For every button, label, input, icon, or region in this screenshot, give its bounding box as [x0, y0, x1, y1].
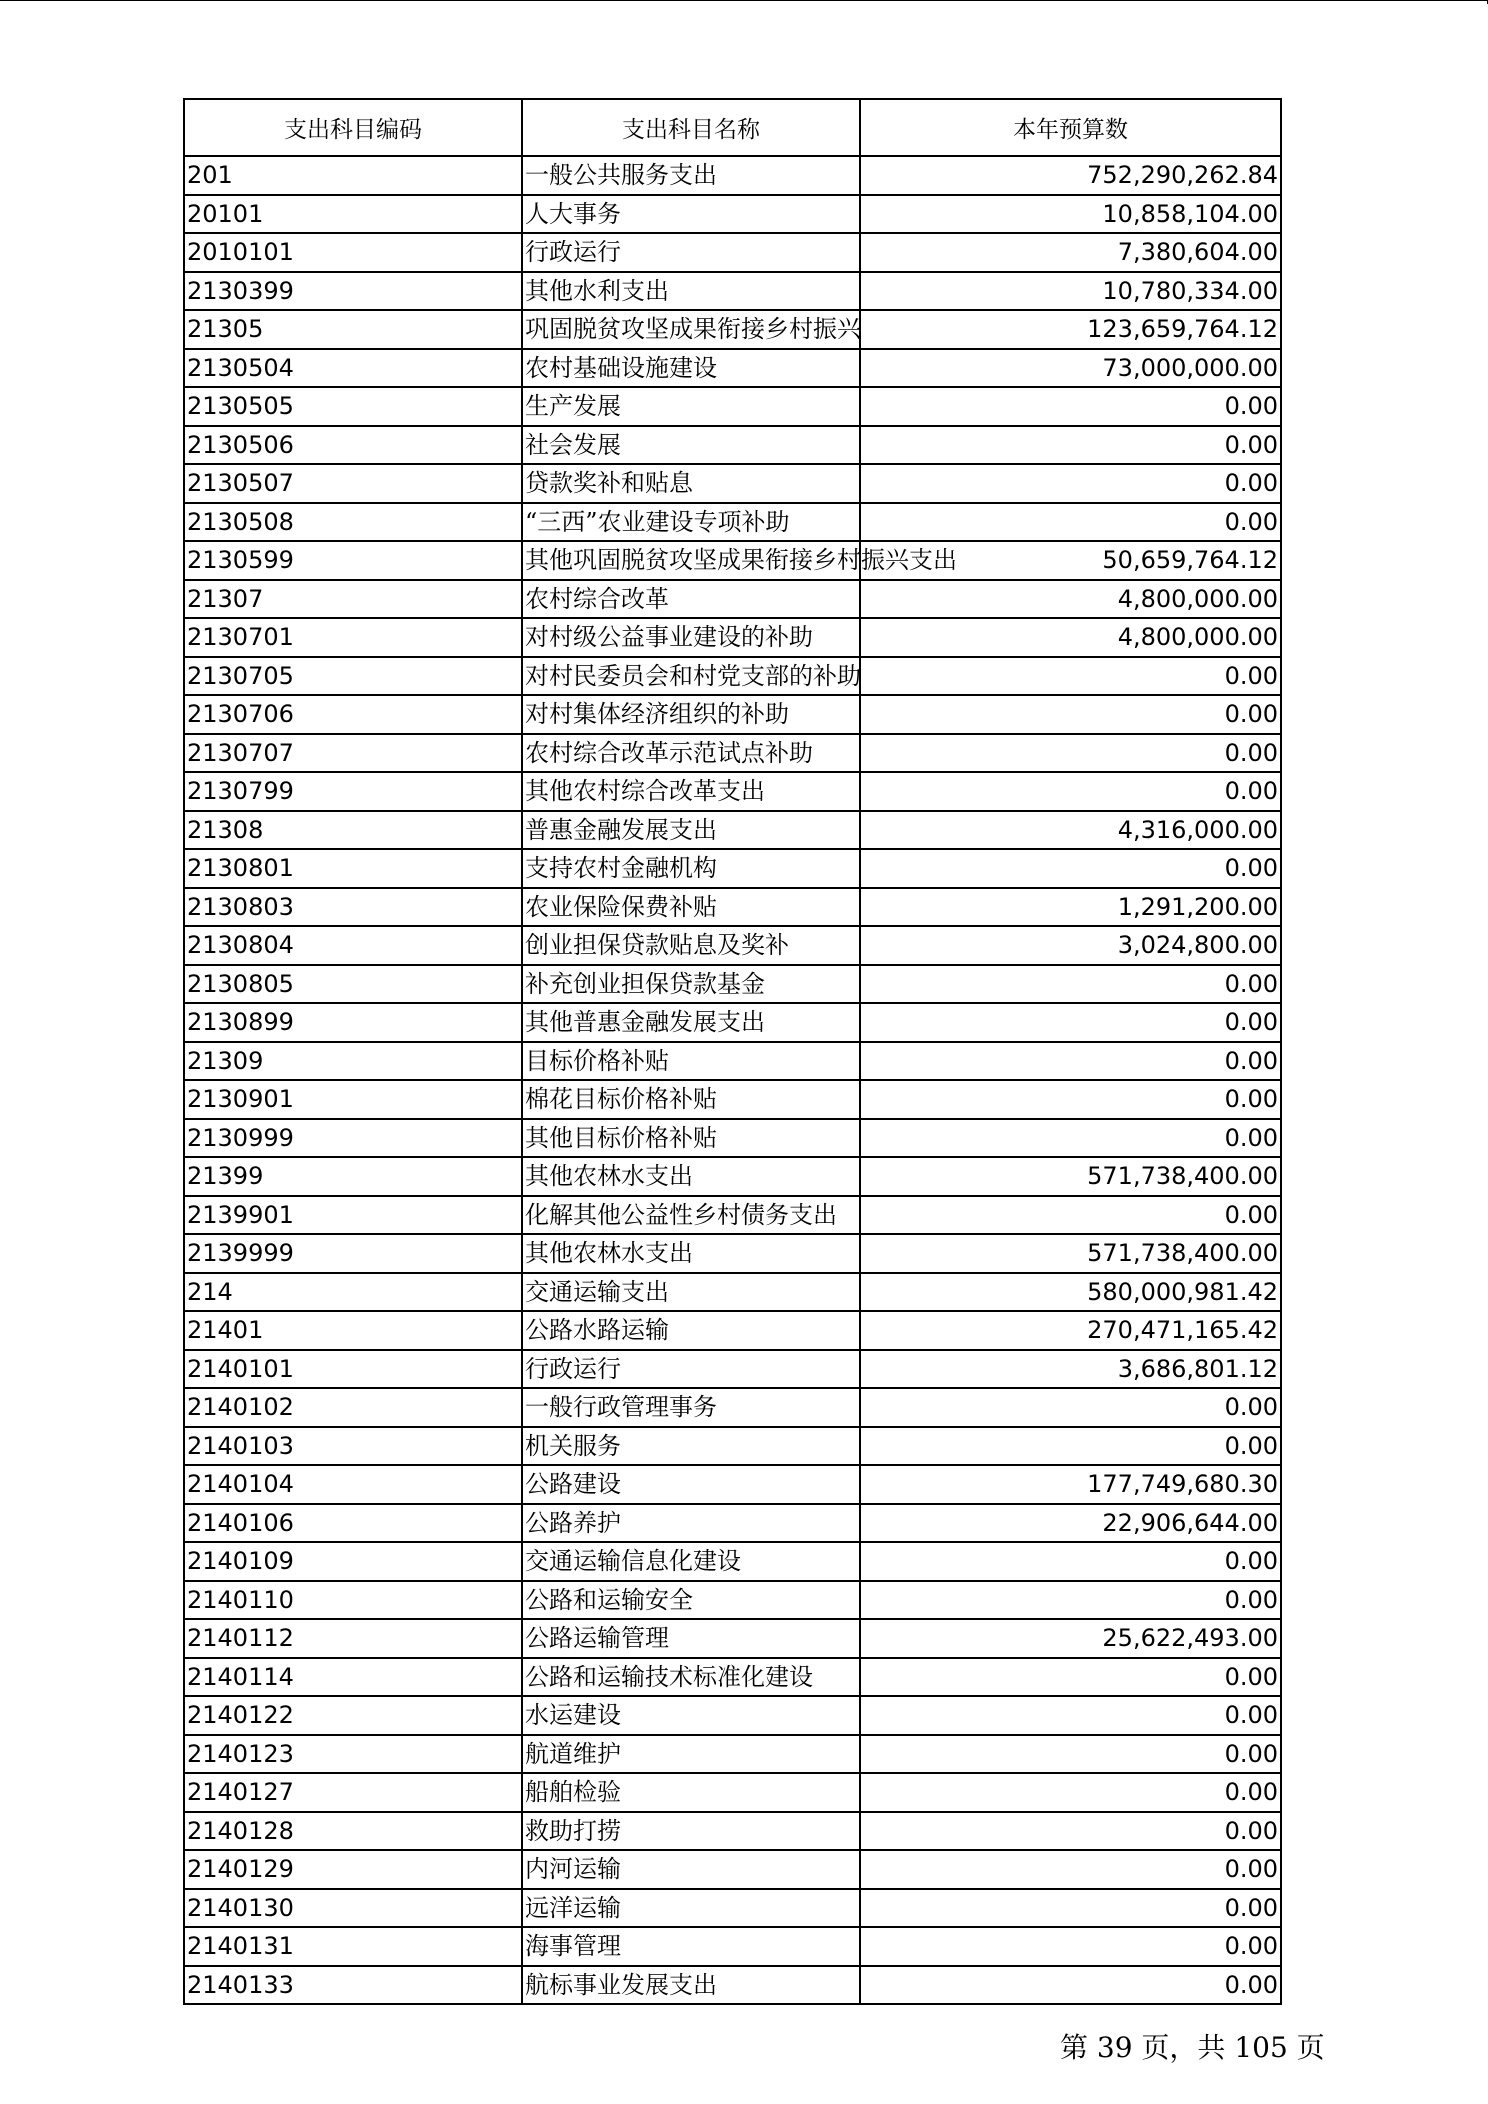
code-cell: 2140104: [184, 1465, 522, 1504]
code-cell: 2140114: [184, 1658, 522, 1697]
amount-cell: 25,622,493.00: [860, 1619, 1281, 1658]
table-row: [184, 811, 1281, 850]
table-row: [184, 1966, 1281, 2005]
table-row: [184, 926, 1281, 965]
name-cell: 其他农林水支出: [522, 1234, 860, 1273]
code-cell: 2140112: [184, 1619, 522, 1658]
name-cell: 公路和运输安全: [522, 1581, 860, 1620]
table-row: [184, 233, 1281, 272]
table-row: [184, 1311, 1281, 1350]
name-cell: 航道维护: [522, 1735, 860, 1774]
code-cell: 2140102: [184, 1388, 522, 1427]
table-row: [184, 1773, 1281, 1812]
code-cell: 2140131: [184, 1927, 522, 1966]
amount-cell: 10,780,334.00: [860, 272, 1281, 311]
name-cell: 农业保险保费补贴: [522, 888, 860, 927]
top-border-line: [0, 0, 1488, 1]
amount-cell: 0.00: [860, 1003, 1281, 1042]
table-row: [184, 1234, 1281, 1273]
name-cell: 一般公共服务支出: [522, 156, 860, 195]
code-cell: 21309: [184, 1042, 522, 1081]
code-cell: 21399: [184, 1157, 522, 1196]
code-cell: 2130705: [184, 657, 522, 696]
code-cell: 2130901: [184, 1080, 522, 1119]
amount-cell: 177,749,680.30: [860, 1465, 1281, 1504]
amount-cell: 0.00: [860, 734, 1281, 773]
page-number: 第 39 页，共 105 页: [1060, 2031, 1325, 2064]
name-cell: 内河运输: [522, 1850, 860, 1889]
table-row: [184, 1850, 1281, 1889]
name-cell: 其他巩固脱贫攻坚成果衔接乡村振兴支出: [522, 541, 860, 580]
name-cell: 水运建设: [522, 1696, 860, 1735]
name-cell: 机关服务: [522, 1427, 860, 1466]
table-row: [184, 1157, 1281, 1196]
code-cell: 2130504: [184, 349, 522, 388]
name-cell: 农村综合改革: [522, 580, 860, 619]
amount-cell: 0.00: [860, 1927, 1281, 1966]
header-row: [184, 99, 1281, 156]
name-cell: 对村级公益事业建设的补助: [522, 618, 860, 657]
code-cell: 2130899: [184, 1003, 522, 1042]
name-cell: 社会发展: [522, 426, 860, 465]
name-cell: 其他水利支出: [522, 272, 860, 311]
code-cell: 20101: [184, 195, 522, 234]
code-cell: 2140128: [184, 1812, 522, 1851]
amount-cell: 571,738,400.00: [860, 1157, 1281, 1196]
name-cell: 其他农村综合改革支出: [522, 772, 860, 811]
code-cell: 2130999: [184, 1119, 522, 1158]
code-cell: 21307: [184, 580, 522, 619]
code-cell: 2010101: [184, 233, 522, 272]
amount-cell: 0.00: [860, 1196, 1281, 1235]
amount-cell: 0.00: [860, 772, 1281, 811]
amount-cell: 0.00: [860, 387, 1281, 426]
code-cell: 2140110: [184, 1581, 522, 1620]
name-cell: 航标事业发展支出: [522, 1966, 860, 2005]
amount-cell: 0.00: [860, 1735, 1281, 1774]
table-row: [184, 657, 1281, 696]
name-cell: 对村民委员会和村党支部的补助: [522, 657, 860, 696]
table-row: [184, 618, 1281, 657]
code-cell: 2140127: [184, 1773, 522, 1812]
name-cell: 其他目标价格补贴: [522, 1119, 860, 1158]
name-cell: 巩固脱贫攻坚成果衔接乡村振兴: [522, 310, 860, 349]
table-body: [184, 156, 1281, 2004]
table-row: [184, 464, 1281, 503]
table-row: [184, 1042, 1281, 1081]
code-cell: 2130599: [184, 541, 522, 580]
code-cell: 2130505: [184, 387, 522, 426]
name-cell: 公路养护: [522, 1504, 860, 1543]
amount-cell: 3,686,801.12: [860, 1350, 1281, 1389]
table-row: [184, 195, 1281, 234]
table-row: [184, 1542, 1281, 1581]
code-cell: 2130804: [184, 926, 522, 965]
amount-cell: 580,000,981.42: [860, 1273, 1281, 1312]
table-row: [184, 1003, 1281, 1042]
amount-cell: 0.00: [860, 464, 1281, 503]
code-cell: 2130801: [184, 849, 522, 888]
amount-cell: 0.00: [860, 1658, 1281, 1697]
code-cell: 2130701: [184, 618, 522, 657]
amount-cell: 571,738,400.00: [860, 1234, 1281, 1273]
name-cell: 公路水路运输: [522, 1311, 860, 1350]
table-row: [184, 772, 1281, 811]
table-row: [184, 849, 1281, 888]
name-cell: “三西”农业建设专项补助: [522, 503, 860, 542]
code-cell: 201: [184, 156, 522, 195]
name-cell: 船舶检验: [522, 1773, 860, 1812]
amount-cell: 10,858,104.00: [860, 195, 1281, 234]
table-row: [184, 1273, 1281, 1312]
name-cell: 普惠金融发展支出: [522, 811, 860, 850]
code-cell: 2130706: [184, 695, 522, 734]
amount-cell: 0.00: [860, 695, 1281, 734]
amount-cell: 0.00: [860, 1889, 1281, 1928]
name-cell: 公路建设: [522, 1465, 860, 1504]
name-cell: 行政运行: [522, 1350, 860, 1389]
table-row: [184, 965, 1281, 1004]
table-row: [184, 1581, 1281, 1620]
amount-cell: 4,316,000.00: [860, 811, 1281, 850]
name-cell: 远洋运输: [522, 1889, 860, 1928]
code-cell: 2140129: [184, 1850, 522, 1889]
name-cell: 行政运行: [522, 233, 860, 272]
table-row: [184, 1889, 1281, 1928]
amount-cell: 0.00: [860, 1388, 1281, 1427]
table-row: [184, 1735, 1281, 1774]
name-cell: 一般行政管理事务: [522, 1388, 860, 1427]
table-row: [184, 1196, 1281, 1235]
name-cell: 公路和运输技术标准化建设: [522, 1658, 860, 1697]
code-cell: 2140109: [184, 1542, 522, 1581]
table-row: [184, 1504, 1281, 1543]
amount-cell: 0.00: [860, 503, 1281, 542]
name-cell: 海事管理: [522, 1927, 860, 1966]
amount-cell: 0.00: [860, 1773, 1281, 1812]
code-cell: 2130399: [184, 272, 522, 311]
amount-cell: 0.00: [860, 1042, 1281, 1081]
budget-table: [183, 98, 1282, 2005]
amount-cell: 0.00: [860, 1542, 1281, 1581]
table-row: [184, 503, 1281, 542]
table-row: [184, 1119, 1281, 1158]
code-cell: 21305: [184, 310, 522, 349]
amount-cell: 123,659,764.12: [860, 310, 1281, 349]
amount-cell: 4,800,000.00: [860, 580, 1281, 619]
table-row: [184, 580, 1281, 619]
amount-cell: 3,024,800.00: [860, 926, 1281, 965]
table-row: [184, 272, 1281, 311]
amount-cell: 0.00: [860, 849, 1281, 888]
header-name: 支出科目名称: [522, 99, 860, 156]
amount-cell: 0.00: [860, 657, 1281, 696]
table-row: [184, 1658, 1281, 1697]
code-cell: 2140133: [184, 1966, 522, 2005]
table-row: [184, 426, 1281, 465]
header-code: 支出科目编码: [184, 99, 522, 156]
code-cell: 2139901: [184, 1196, 522, 1235]
name-cell: 农村综合改革示范试点补助: [522, 734, 860, 773]
amount-cell: 50,659,764.12: [860, 541, 1281, 580]
name-cell: 创业担保贷款贴息及奖补: [522, 926, 860, 965]
table-row: [184, 541, 1281, 580]
code-cell: 2140101: [184, 1350, 522, 1389]
table-row: [184, 1465, 1281, 1504]
table-row: [184, 1696, 1281, 1735]
amount-cell: 0.00: [860, 965, 1281, 1004]
amount-cell: 22,906,644.00: [860, 1504, 1281, 1543]
table-row: [184, 1427, 1281, 1466]
table-row: [184, 1388, 1281, 1427]
header-amount: 本年预算数: [860, 99, 1281, 156]
name-cell: 公路运输管理: [522, 1619, 860, 1658]
name-cell: 其他农林水支出: [522, 1157, 860, 1196]
amount-cell: 1,291,200.00: [860, 888, 1281, 927]
amount-cell: 4,800,000.00: [860, 618, 1281, 657]
code-cell: 2130508: [184, 503, 522, 542]
name-cell: 交通运输支出: [522, 1273, 860, 1312]
amount-cell: 0.00: [860, 1850, 1281, 1889]
table-row: [184, 387, 1281, 426]
code-cell: 21308: [184, 811, 522, 850]
table-row: [184, 1619, 1281, 1658]
table-row: [184, 349, 1281, 388]
name-cell: 贷款奖补和贴息: [522, 464, 860, 503]
code-cell: 2140103: [184, 1427, 522, 1466]
amount-cell: 73,000,000.00: [860, 349, 1281, 388]
table-row: [184, 734, 1281, 773]
amount-cell: 0.00: [860, 1080, 1281, 1119]
name-cell: 补充创业担保贷款基金: [522, 965, 860, 1004]
code-cell: 21401: [184, 1311, 522, 1350]
name-cell: 救助打捞: [522, 1812, 860, 1851]
table-header: [184, 99, 1281, 156]
table-row: [184, 695, 1281, 734]
name-cell: 对村集体经济组织的补助: [522, 695, 860, 734]
code-cell: 2140130: [184, 1889, 522, 1928]
code-cell: 2130707: [184, 734, 522, 773]
code-cell: 2140106: [184, 1504, 522, 1543]
code-cell: 2130507: [184, 464, 522, 503]
amount-cell: 0.00: [860, 1966, 1281, 2005]
code-cell: 2130799: [184, 772, 522, 811]
table-row: [184, 1812, 1281, 1851]
table-row: [184, 1927, 1281, 1966]
amount-cell: 270,471,165.42: [860, 1311, 1281, 1350]
code-cell: 2140123: [184, 1735, 522, 1774]
amount-cell: 0.00: [860, 1696, 1281, 1735]
amount-cell: 0.00: [860, 1119, 1281, 1158]
code-cell: 214: [184, 1273, 522, 1312]
amount-cell: 0.00: [860, 1427, 1281, 1466]
name-cell: 生产发展: [522, 387, 860, 426]
name-cell: 人大事务: [522, 195, 860, 234]
name-cell: 农村基础设施建设: [522, 349, 860, 388]
name-cell: 其他普惠金融发展支出: [522, 1003, 860, 1042]
name-cell: 目标价格补贴: [522, 1042, 860, 1081]
code-cell: 2139999: [184, 1234, 522, 1273]
name-cell: 支持农村金融机构: [522, 849, 860, 888]
code-cell: 2130803: [184, 888, 522, 927]
amount-cell: 0.00: [860, 426, 1281, 465]
code-cell: 2130805: [184, 965, 522, 1004]
amount-cell: 0.00: [860, 1581, 1281, 1620]
table-row: [184, 1080, 1281, 1119]
table-row: [184, 888, 1281, 927]
amount-cell: 7,380,604.00: [860, 233, 1281, 272]
table-row: [184, 310, 1281, 349]
table-row: [184, 156, 1281, 195]
amount-cell: 0.00: [860, 1812, 1281, 1851]
amount-cell: 752,290,262.84: [860, 156, 1281, 195]
code-cell: 2140122: [184, 1696, 522, 1735]
name-cell: 棉花目标价格补贴: [522, 1080, 860, 1119]
table-row: [184, 1350, 1281, 1389]
code-cell: 2130506: [184, 426, 522, 465]
name-cell: 交通运输信息化建设: [522, 1542, 860, 1581]
name-cell: 化解其他公益性乡村债务支出: [522, 1196, 860, 1235]
